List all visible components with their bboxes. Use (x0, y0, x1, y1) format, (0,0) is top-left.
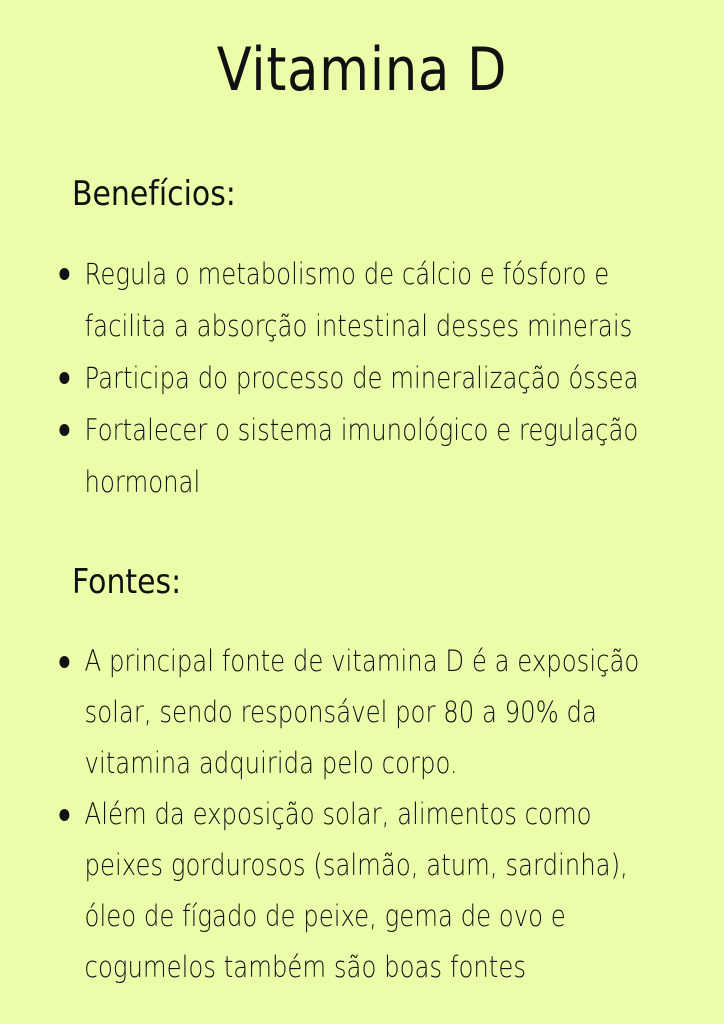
list-item-text: Participa do processo de mineralização óssea (84, 361, 639, 395)
sources-list (56, 636, 644, 993)
benefits-heading: Benefícios: (72, 174, 236, 214)
list-item-text: Regula o metabolismo de cálcio e fósforo e facilita a absorção intestinal desses minerais (84, 257, 633, 343)
bullet-icon (59, 372, 69, 384)
list-item-text: Fortalecer o sistema imunológico e regulação hormonal (84, 413, 639, 499)
list-item-text: A principal fonte de vitamina D é a exposição solar, sendo responsável por 80 a 90% da vitamina adquirida pelo corpo. (84, 644, 640, 780)
list-item (56, 404, 644, 508)
bullet-icon (59, 656, 69, 668)
bullet-icon (59, 268, 69, 280)
sources-heading: Fontes: (72, 562, 182, 602)
list-item (56, 789, 644, 993)
bullet-icon (59, 809, 69, 821)
list-item-text: Além da exposição solar, alimentos como peixes gordurosos (salmão, atum, sardinha), óleo de fígado de peixe, gema de ovo e cogumelos também são boas fontes (84, 797, 628, 984)
page-title: Vitamina D (216, 35, 508, 105)
benefits-list (56, 248, 644, 508)
list-item (56, 248, 644, 352)
bullet-icon (59, 424, 69, 436)
list-item (56, 352, 644, 404)
list-item (56, 636, 644, 789)
